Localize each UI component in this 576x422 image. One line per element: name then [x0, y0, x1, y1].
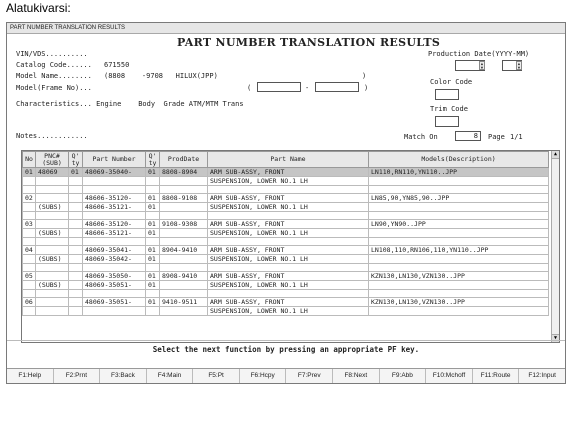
table-cell [83, 264, 146, 272]
table-cell [36, 212, 69, 220]
fkey-button-11[interactable]: F11:Route [473, 369, 520, 383]
notes-label: Notes............ [16, 132, 88, 140]
table-cell-no [23, 203, 36, 212]
table-cell-qty2: 01 [146, 272, 160, 281]
table-cell [69, 238, 83, 246]
status-message: Select the next function by pressing an appropriate PF key. [152, 345, 420, 354]
table-cell [146, 186, 160, 194]
table-cell-part: 48606-35121- [83, 203, 146, 212]
table-cell [369, 290, 549, 298]
model-frame-label: Model(Frame No)... [16, 84, 92, 92]
table-spacer-row [23, 290, 549, 298]
table-cell-name: SUSPENSION, LOWER NO.1 LH [208, 281, 369, 290]
table-cell [23, 212, 36, 220]
catalog-code-label: Catalog Code...... [16, 61, 92, 69]
table-cell-no [23, 255, 36, 264]
table-cell-models [369, 307, 549, 316]
table-cell-no: 06 [23, 298, 36, 307]
table-cell-pnc: 48069 [36, 168, 69, 177]
table-cell-qty [69, 281, 83, 290]
frame-paren-dash: - [305, 84, 310, 92]
table-cell-models: LN90,YN90..JPP [369, 220, 549, 229]
table-cell-no: 03 [23, 220, 36, 229]
col-qty2[interactable]: Q' ty [146, 152, 160, 168]
frame-no-from-input[interactable] [257, 82, 301, 92]
table-cell-name: SUSPENSION, LOWER NO.1 LH [208, 255, 369, 264]
table-cell-no: 01 [23, 168, 36, 177]
col-pnc[interactable]: PNC# (SUB) [36, 152, 69, 168]
table-cell-part: 48606-35120- [83, 194, 146, 203]
table-cell [369, 212, 549, 220]
scroll-up-arrow-icon[interactable]: ▲ [553, 151, 557, 157]
table-cell-date: 8808-8904 [160, 168, 208, 177]
table-scrollbar[interactable] [551, 151, 559, 342]
table-row[interactable] [23, 298, 549, 307]
table-cell [369, 186, 549, 194]
fkey-button-4[interactable]: F4:Main [147, 369, 194, 383]
trim-code-input[interactable] [435, 116, 459, 127]
table-cell-pnc [36, 272, 69, 281]
table-cell-qty2: 01 [146, 229, 160, 238]
results-table [22, 151, 549, 316]
fkey-button-9[interactable]: F9:Abb [380, 369, 427, 383]
table-cell-qty [69, 177, 83, 186]
spin-up-down-icon[interactable]: ▲ ▼ [517, 61, 521, 70]
table-cell-models [369, 177, 549, 186]
vin-label: VIN/VDS.......... [16, 50, 88, 58]
color-code-label: Color Code [430, 78, 473, 86]
col-prod-date[interactable]: ProdDate [160, 152, 208, 168]
table-row[interactable] [23, 307, 549, 316]
table-cell-models: LN85,90,YN85,90..JPP [369, 194, 549, 203]
table-cell [160, 212, 208, 220]
table-cell-date [160, 177, 208, 186]
table-cell-name: ARM SUB-ASSY, FRONT [208, 220, 369, 229]
table-cell-date: 9410-9511 [160, 298, 208, 307]
model-name-close: ) [362, 72, 367, 80]
table-cell [208, 238, 369, 246]
table-cell-pnc [36, 246, 69, 255]
table-cell-pnc [36, 194, 69, 203]
table-cell-models [369, 255, 549, 264]
table-cell-name: SUSPENSION, LOWER NO.1 LH [208, 177, 369, 186]
table-cell [69, 264, 83, 272]
table-cell-part: 48069-35050- [83, 272, 146, 281]
table-cell-date [160, 229, 208, 238]
table-row[interactable] [23, 246, 549, 255]
page-label: Page [488, 133, 505, 141]
table-cell-date [160, 281, 208, 290]
table-cell-no [23, 281, 36, 290]
page-caption: Alatukivarsi: [6, 1, 71, 15]
table-cell-date [160, 307, 208, 316]
table-cell [146, 290, 160, 298]
table-cell-qty [69, 246, 83, 255]
table-cell-part [83, 177, 146, 186]
table-cell [208, 290, 369, 298]
table-cell [146, 264, 160, 272]
match-on-label: Match On [404, 133, 438, 141]
table-row[interactable] [23, 229, 549, 238]
table-spacer-row [23, 186, 549, 194]
table-cell [146, 238, 160, 246]
table-cell-qty [69, 272, 83, 281]
table-cell [160, 186, 208, 194]
table-header-row [23, 152, 549, 168]
fkey-button-8[interactable]: F8:Next [333, 369, 380, 383]
color-code-input[interactable] [435, 89, 459, 100]
table-cell-name: ARM SUB-ASSY, FRONT [208, 246, 369, 255]
fkey-button-7[interactable]: F7:Prev [286, 369, 333, 383]
table-cell [69, 212, 83, 220]
table-cell-pnc [36, 298, 69, 307]
table-cell [23, 238, 36, 246]
table-cell-qty2: 01 [146, 203, 160, 212]
table-cell-qty2: 01 [146, 298, 160, 307]
table-cell-qty [69, 194, 83, 203]
table-cell-models: LN110,RN110,YN110..JPP [369, 168, 549, 177]
fkey-button-1[interactable]: F1:Help [7, 369, 54, 383]
table-cell-name: SUSPENSION, LOWER NO.1 LH [208, 203, 369, 212]
table-cell-qty [69, 298, 83, 307]
table-cell [36, 238, 69, 246]
col-models[interactable]: Models(Description) [369, 152, 549, 168]
application-window [6, 22, 566, 384]
table-cell-qty2: 01 [146, 281, 160, 290]
table-cell-qty2: 01 [146, 168, 160, 177]
table-cell-date: 8904-9410 [160, 246, 208, 255]
fkey-button-10[interactable]: F10:Mchoff [426, 369, 473, 383]
table-cell-pnc [36, 177, 69, 186]
production-date-label: Production Date(YYYY-MM) [428, 50, 530, 58]
col-part-name[interactable]: Part Name [208, 152, 369, 168]
fkey-button-2[interactable]: F2:Prnt [54, 369, 101, 383]
table-cell-name: SUSPENSION, LOWER NO.1 LH [208, 229, 369, 238]
table-cell-date [160, 203, 208, 212]
table-cell-models [369, 281, 549, 290]
table-cell-qty2: 01 [146, 220, 160, 229]
table-cell-no [23, 177, 36, 186]
trim-code-label: Trim Code [430, 105, 468, 113]
table-row-selected[interactable] [23, 168, 549, 177]
table-cell-pnc [36, 307, 69, 316]
table-cell-pnc: (SUBS) [36, 281, 69, 290]
table-cell-no: 02 [23, 194, 36, 203]
table-cell-no [23, 229, 36, 238]
table-cell-date [160, 255, 208, 264]
table-cell-name: ARM SUB-ASSY, FRONT [208, 194, 369, 203]
table-cell-qty [69, 229, 83, 238]
table-cell-part: 48069-35051- [83, 298, 146, 307]
table-cell [160, 264, 208, 272]
table-cell [36, 264, 69, 272]
table-cell-date: 9108-9308 [160, 220, 208, 229]
results-table-container [21, 150, 560, 343]
table-cell-qty [69, 203, 83, 212]
table-cell-pnc: (SUBS) [36, 255, 69, 264]
table-row[interactable] [23, 272, 549, 281]
table-cell [23, 264, 36, 272]
match-on-value[interactable]: 8 [455, 131, 481, 141]
table-cell [369, 238, 549, 246]
table-cell-no: 04 [23, 246, 36, 255]
table-cell-name: ARM SUB-ASSY, FRONT [208, 168, 369, 177]
table-cell-no: 05 [23, 272, 36, 281]
table-cell [83, 238, 146, 246]
scroll-down-arrow-icon[interactable]: ▼ [553, 335, 557, 341]
table-row[interactable] [23, 203, 549, 212]
col-qty[interactable]: Q' ty [69, 152, 83, 168]
table-spacer-row [23, 212, 549, 220]
table-cell-qty2: 01 [146, 194, 160, 203]
table-cell-pnc [36, 220, 69, 229]
table-row[interactable] [23, 194, 549, 203]
table-row[interactable] [23, 220, 549, 229]
function-key-bar [7, 368, 565, 383]
fkey-button-5[interactable]: F5:Pt [193, 369, 240, 383]
table-cell [208, 264, 369, 272]
table-cell [69, 290, 83, 298]
table-cell-qty [69, 220, 83, 229]
table-cell [69, 186, 83, 194]
table-cell-part: 48606-35121- [83, 229, 146, 238]
table-cell [369, 264, 549, 272]
table-cell-part: 48069-35051- [83, 281, 146, 290]
table-row[interactable] [23, 281, 549, 290]
table-cell [83, 290, 146, 298]
table-cell-part: 48069-35040- [83, 168, 146, 177]
table-cell-name: ARM SUB-ASSY, FRONT [208, 298, 369, 307]
col-no[interactable]: No [23, 152, 36, 168]
table-cell [83, 186, 146, 194]
table-cell-date: 8908-9410 [160, 272, 208, 281]
table-cell [208, 186, 369, 194]
table-cell [208, 212, 369, 220]
table-cell-models: LN108,110,RN106,110,YN110..JPP [369, 246, 549, 255]
table-cell-qty [69, 307, 83, 316]
table-spacer-row [23, 264, 549, 272]
table-cell-part [83, 307, 146, 316]
table-cell [83, 212, 146, 220]
window-title: PART NUMBER TRANSLATION RESULTS [7, 23, 565, 34]
fkey-button-3[interactable]: F3:Back [100, 369, 147, 383]
table-cell-part: 48069-35041- [83, 246, 146, 255]
table-cell-pnc: (SUBS) [36, 203, 69, 212]
table-cell-pnc: (SUBS) [36, 229, 69, 238]
divider [7, 340, 565, 341]
table-cell-qty: 01 [69, 168, 83, 177]
model-name-value: (8808 -9708 HILUX(JPP) [104, 72, 218, 80]
table-cell [146, 212, 160, 220]
table-cell-part: 48069-35042- [83, 255, 146, 264]
table-cell-qty [69, 255, 83, 264]
table-cell-models [369, 229, 549, 238]
catalog-code-value: 671550 [104, 61, 130, 69]
table-row[interactable] [23, 177, 549, 186]
frame-paren-close: ) [364, 84, 369, 92]
col-part-number[interactable]: Part Number [83, 152, 146, 168]
table-cell-name: ARM SUB-ASSY, FRONT [208, 272, 369, 281]
table-cell-qty2: 01 [146, 255, 160, 264]
fkey-button-12[interactable]: F12:Input [528, 372, 556, 379]
table-cell-models: KZN130,LN130,VZN130..JPP [369, 298, 549, 307]
table-cell-qty2 [146, 307, 160, 316]
table-cell [36, 290, 69, 298]
table-cell-models: KZN130,LN130,VZN130..JPP [369, 272, 549, 281]
table-cell [160, 238, 208, 246]
table-cell [36, 186, 69, 194]
table-spacer-row [23, 238, 549, 246]
table-cell [23, 186, 36, 194]
table-cell [160, 290, 208, 298]
table-cell-date: 8808-9108 [160, 194, 208, 203]
table-cell-name: SUSPENSION, LOWER NO.1 LH [208, 307, 369, 316]
page-value: 1/1 [510, 133, 523, 141]
model-name-label: Model Name........ [16, 72, 92, 80]
page-title: PART NUMBER TRANSLATION RESULTS [177, 36, 441, 49]
table-cell-qty2: 01 [146, 246, 160, 255]
table-cell-no [23, 307, 36, 316]
table-row[interactable] [23, 255, 549, 264]
table-cell-models [369, 203, 549, 212]
spin-up-down-icon[interactable]: ▲ ▼ [480, 61, 484, 70]
table-cell-qty2 [146, 177, 160, 186]
frame-paren-open: ( [247, 84, 252, 92]
characteristics-label: Characteristics... Engine Body Grade ATM/MTM Trans [16, 100, 244, 108]
table-cell-part: 48606-35120- [83, 220, 146, 229]
table-cell [23, 290, 36, 298]
frame-no-to-input[interactable] [315, 82, 359, 92]
fkey-button-6[interactable]: F6:Hcpy [240, 369, 287, 383]
